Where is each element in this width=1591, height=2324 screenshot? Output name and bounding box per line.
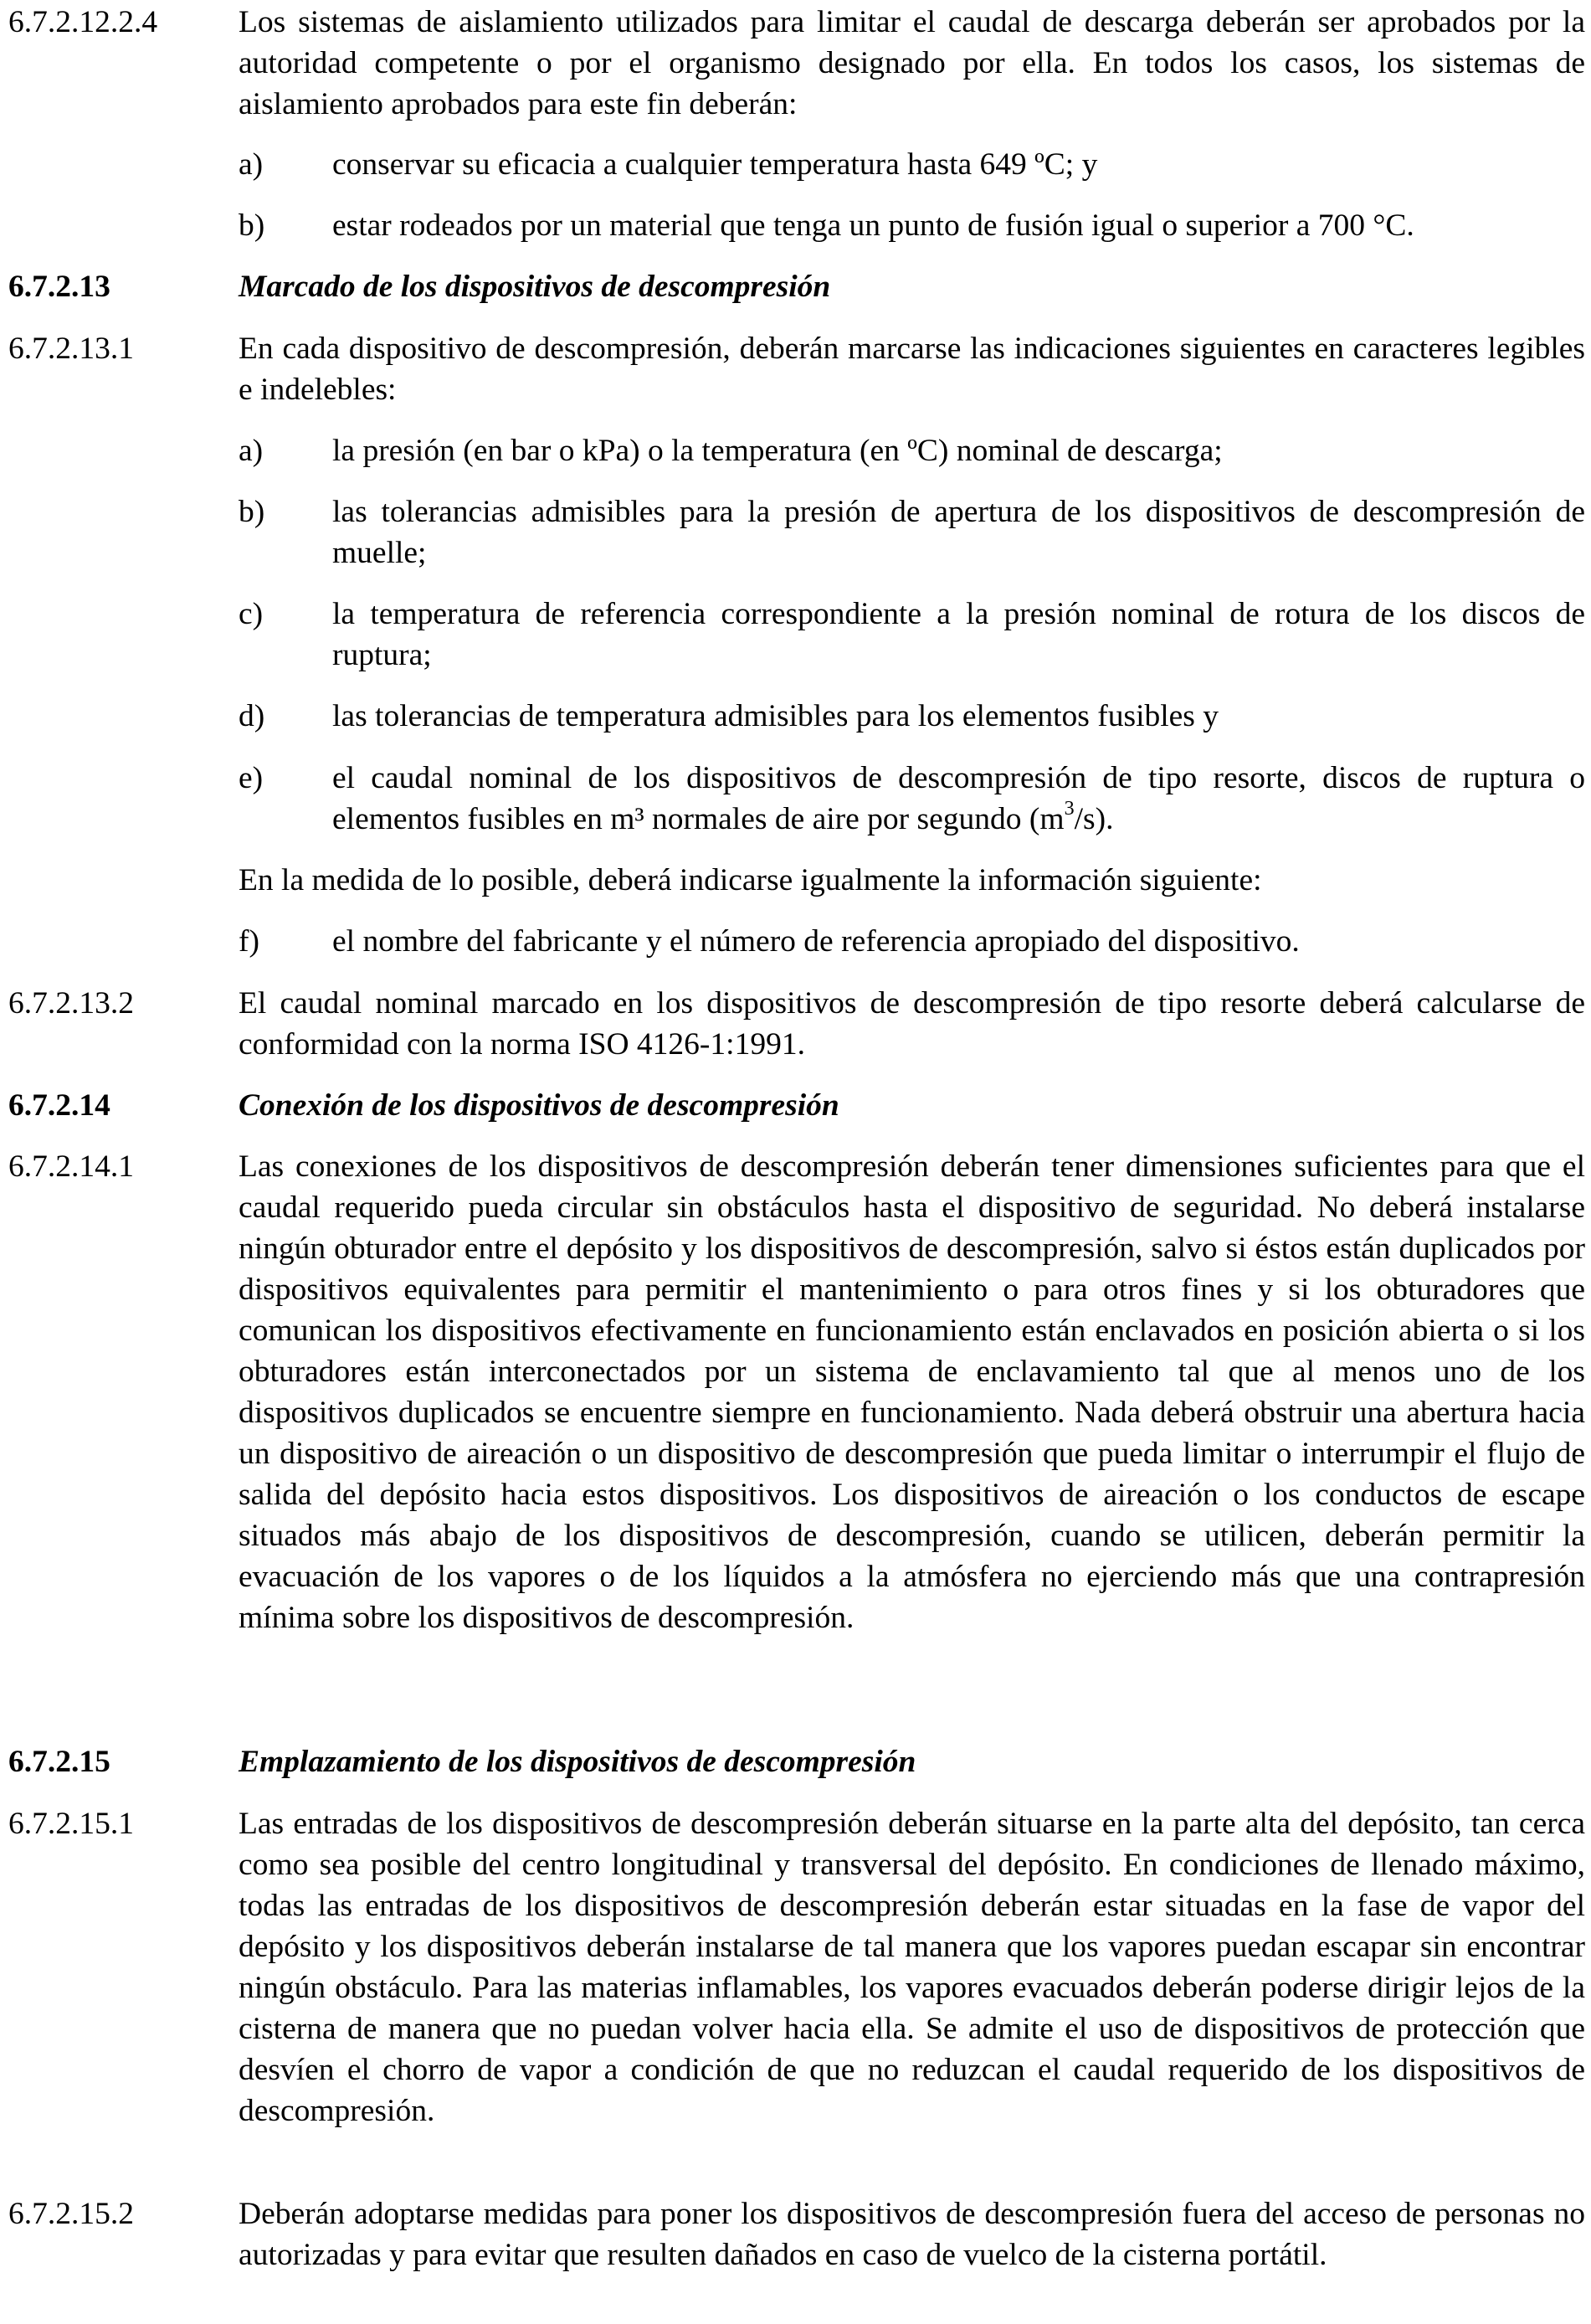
list-label: b)	[239, 208, 265, 243]
list-text	[332, 758, 1585, 840]
list-label: b)	[239, 495, 265, 529]
section-paragraph: El caudal nominal marcado en los dispositivos de descompresión de tipo resorte deberá calcularse de conformidad con la norma ISO 4126-1:1991.	[239, 986, 1585, 1062]
section-heading: Emplazamiento de los dispositivos de descompresión	[239, 1745, 916, 1779]
list-text-main: el caudal nominal de los dispositivos de descompresión de tipo resorte, discos de ruptura o elementos fusibles en m³ normales de aire por segundo (m	[332, 761, 1585, 836]
section-number: 6.7.2.15.2	[8, 2197, 134, 2231]
list-label: c)	[239, 597, 264, 631]
section-paragraph: Deberán adoptarse medidas para poner los dispositivos de descompresión fuera del acceso de personas no autorizadas y para evitar que resulten dañados en caso de vuelco de la cisterna portátil.	[239, 2197, 1585, 2272]
section-number: 6.7.2.14	[8, 1088, 110, 1123]
list-label: a)	[239, 434, 264, 468]
list-text: el nombre del fabricante y el número de referencia apropiado del dispositivo.	[332, 924, 1300, 959]
section-number: 6.7.2.13.2	[8, 986, 134, 1021]
section-heading: Conexión de los dispositivos de descompresión	[239, 1088, 839, 1123]
list-text: las tolerancias de temperatura admisibles para los elementos fusibles y	[332, 699, 1219, 733]
note-paragraph: En la medida de lo posible, deberá indicarse igualmente la información siguiente:	[239, 863, 1262, 897]
list-text: estar rodeados por un material que tenga un punto de fusión igual o superior a 700 °C.	[332, 208, 1414, 243]
superscript: 3	[1064, 797, 1075, 820]
section-number: 6.7.2.15.1	[8, 1807, 134, 1841]
section-heading: Marcado de los dispositivos de descompresión	[239, 270, 831, 304]
list-text-tail: /s).	[1074, 802, 1114, 836]
section-paragraph: Los sistemas de aislamiento utilizados para limitar el caudal de descarga deberán ser aprobados por la autoridad competente o por el organismo designado por ella. En todos los casos, los sistemas de aislamiento aprobados para este fin deberán:	[239, 5, 1585, 121]
list-text: conservar su eficacia a cualquier temperatura hasta 649 ºC; y	[332, 147, 1098, 182]
section-paragraph: En cada dispositivo de descompresión, deberán marcarse las indicaciones siguientes en caracteres legibles e indelebles:	[239, 332, 1585, 407]
section-paragraph: Las entradas de los dispositivos de descompresión deberán situarse en la parte alta del depósito, tan cerca como sea posible del centro longitudinal y transversal del depósito. En condiciones de llenado máximo, todas las entradas de los dispositivos de descompresión deberán estar situadas en la fase de vapor del depósito y los dispositivos deberán instalarse de tal manera que los vapores puedan escapar sin encontrar ningún obstáculo. Para las materias inflamables, los vapores evacuados deberán poderse dirigir lejos de la cisterna de manera que no puedan volver hacia ella. Se admite el uso de dispositivos de protección que desvíen el chorro de vapor a condición de que no reduzcan el caudal requerido de los dispositivos de descompresión.	[239, 1807, 1585, 2128]
list-label: f)	[239, 924, 259, 959]
section-number: 6.7.2.12.2.4	[8, 5, 158, 39]
list-text: la presión (en bar o kPa) o la temperatura (en ºC) nominal de descarga;	[332, 434, 1223, 468]
list-text: las tolerancias admisibles para la presión de apertura de los dispositivos de descompresión de muelle;	[332, 495, 1585, 570]
list-label: a)	[239, 147, 264, 182]
section-number: 6.7.2.13	[8, 270, 110, 304]
list-text: la temperatura de referencia correspondiente a la presión nominal de rotura de los discos de ruptura;	[332, 597, 1585, 672]
section-number: 6.7.2.14.1	[8, 1149, 134, 1184]
section-number: 6.7.2.13.1	[8, 332, 134, 366]
section-number: 6.7.2.15	[8, 1745, 110, 1779]
list-label: d)	[239, 699, 265, 733]
list-label: e)	[239, 761, 264, 795]
section-paragraph: Las conexiones de los dispositivos de descompresión deberán tener dimensiones suficientes para que el caudal requerido pueda circular sin obstáculos hasta el dispositivo de seguridad. No deberá instalarse ningún obturador entre el depósito y los dispositivos de descompresión, salvo si éstos están duplicados por dispositivos equivalentes para permitir el mantenimiento o para otros fines y si los obturadores que comunican los dispositivos efectivamente en funcionamiento están enclavados en posición abierta o si los obturadores están interconectados por un sistema de enclavamiento tal que al menos uno de los dispositivos duplicados se encuentre siempre en funcionamiento. Nada deberá obstruir una abertura hacia un dispositivo de aireación o un dispositivo de descompresión que pueda limitar o interrumpir el flujo de salida del depósito hacia estos dispositivos. Los dispositivos de aireación o los conductos de escape situados más abajo de los dispositivos de descompresión, cuando se utilicen, deberán permitir la evacuación de los vapores o de los líquidos a la atmósfera no ejerciendo más que una contrapresión mínima sobre los dispositivos de descompresión.	[239, 1149, 1585, 1635]
